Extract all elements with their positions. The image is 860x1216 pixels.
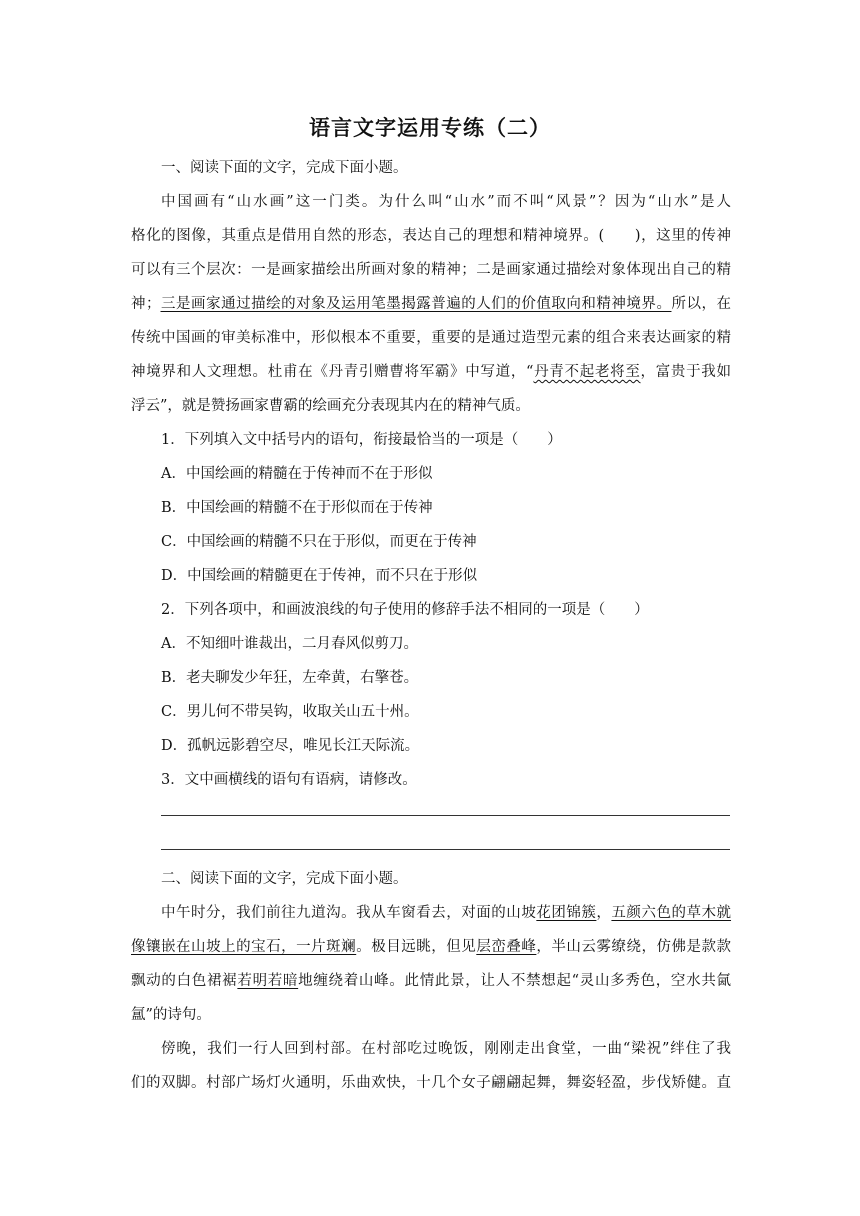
answer-line-1[interactable]	[161, 815, 730, 816]
question-3-stem: 3．文中画横线的语句有语病，请修改。	[161, 772, 417, 788]
passage-text: 。极目远眺，但见	[356, 939, 477, 955]
underlined-phrase: 若明若暗	[237, 973, 299, 989]
section2-p1-line-3	[131, 971, 731, 991]
underlined-phrase: 花团锦簇	[536, 905, 597, 921]
section2-p2-line-1: 傍晚，我们一行人回到村部。在村部吃过晚饭，刚刚走出食堂，一曲“梁祝”绊住了我	[161, 1041, 731, 1057]
passage-line-6	[131, 362, 731, 382]
passage-text: 所以，在	[671, 296, 732, 312]
section2-p2-line-2: 们的双脚。村部广场灯火通明，乐曲欢快，十几个女子翩翩起舞，舞姿轻盈，步伐矫健。直	[131, 1075, 731, 1091]
page-title: 语言文字运用专练（二）	[309, 116, 551, 140]
passage-text: 神境界和人文理想。杜甫在《丹青引赠曹将军霸》中写道，“	[131, 364, 534, 380]
answer-line-2[interactable]	[161, 849, 730, 850]
question-2-option-b: B．老夫聊发少年狂，左牵黄，右擎苍。	[161, 670, 419, 686]
question-1-option-a: A．中国绘画的精髓在于传神而不在于形似	[161, 466, 433, 482]
question-1-option-c: C．中国绘画的精髓不只在于形似，而更在于传神	[161, 534, 477, 550]
underlined-phrase: 层峦叠峰	[476, 939, 537, 955]
section1-heading: 一、阅读下面的文字，完成下面小题。	[161, 160, 408, 176]
wavy-underlined-sentence: 丹青不起老将至	[533, 364, 641, 380]
section2-p1-line-4: 氲”的诗句。	[131, 1007, 211, 1023]
passage-text: ，半山云雾缭绕，仿佛是款款	[536, 939, 732, 955]
section2-p1-line-2	[131, 937, 731, 957]
passage-text: 飘动的白色裙裾	[131, 973, 238, 989]
passage-text: ，富贵于我如	[640, 364, 732, 380]
passage-line-1: 中国画有“山水画”这一门类。为什么叫“山水”而不叫“风景”？因为“山水”是人	[161, 194, 731, 210]
underlined-phrase: 五颜六色的草木就	[611, 905, 732, 921]
passage-line-5: 传统中国画的审美标准中，形似根本不重要，重要的是通过造型元素的组合来表达画家的精	[131, 330, 731, 346]
section2-p1-line-1	[161, 903, 731, 923]
underlined-phrase: 像镶嵌在山坡上的宝石，一片斑斓	[131, 939, 357, 955]
question-2-stem: 2．下列各项中，和画波浪线的句子使用的修辞手法不相同的一项是（ ）	[161, 602, 649, 618]
passage-text: 地缠绕着山峰。此情此景，让人不禁想起“灵山多秀色，空水共氤	[298, 973, 732, 989]
question-1-stem: 1．下列填入文中括号内的语句，衔接最恰当的一项是（ ）	[161, 432, 562, 448]
question-2-option-a: A．不知细叶谁裁出，二月春风似剪刀。	[161, 636, 418, 652]
passage-line-4	[131, 294, 731, 314]
passage-line-7: 浮云”，就是赞扬画家曹霸的绘画充分表现其内在的精神气质。	[131, 398, 530, 414]
question-2-option-d: D．孤帆远影碧空尽，唯见长江天际流。	[161, 738, 420, 754]
question-1-option-b: B．中国绘画的精髓不在于形似而在于传神	[161, 500, 433, 516]
section2-heading: 二、阅读下面的文字，完成下面小题。	[161, 871, 408, 887]
question-2-option-c: C．男儿何不带吴钩，收取关山五十州。	[161, 704, 419, 720]
passage-line-3: 可以有三个层次：一是画家描绘出所画对象的精神；二是画家通过描绘对象体现出自己的精	[131, 262, 731, 278]
passage-line-2: 格化的图像，其重点是借用自然的形态，表达自己的理想和精神境界。( )，这里的传神	[131, 228, 731, 244]
question-1-option-d: D．中国绘画的精髓更在于传神，而不只在于形似	[161, 568, 478, 584]
underlined-sentence: 三是画家通过描绘的对象及运用笔墨揭露普遍的人们的价值取向和精神境界。	[160, 296, 672, 312]
passage-text: 中午时分，我们前往九道沟。我从车窗看去，对面的山坡	[161, 905, 537, 921]
passage-text: ，	[596, 905, 612, 921]
passage-text: 神；	[131, 296, 161, 312]
